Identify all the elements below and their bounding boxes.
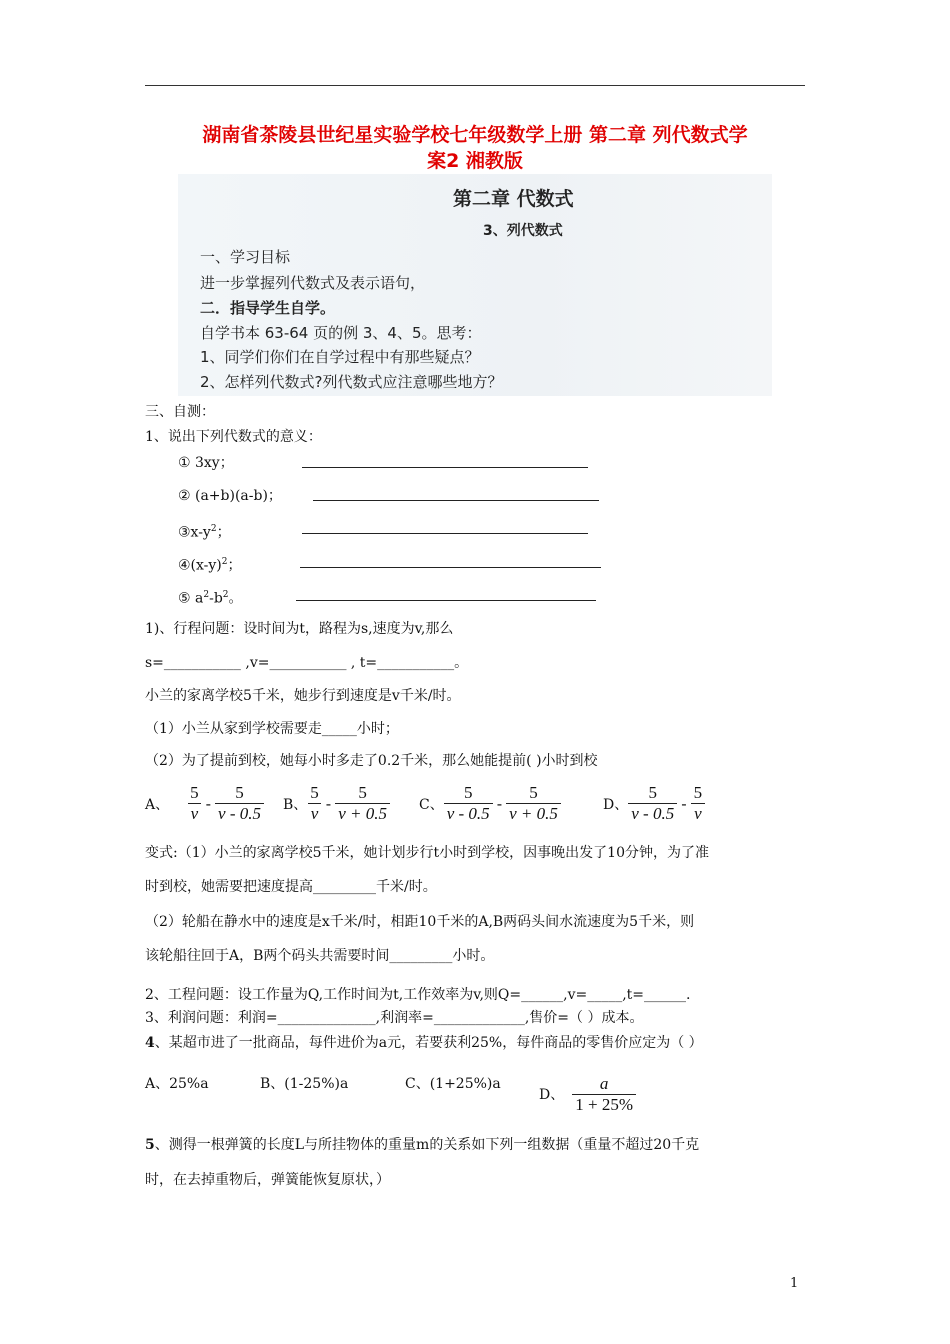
answer-blank <box>313 500 599 501</box>
q4-option-b: B、(1-25%)a <box>260 1076 349 1092</box>
page-number: 1 <box>790 1276 799 1291</box>
scan-section: 3、列代数式 <box>483 223 563 239</box>
variant-line3: （2）轮船在静水中的速度是x千米/时，相距10千米的A,B两码头间水流速度为5千米，则 <box>145 914 695 930</box>
travel-q2: （2）为了提前到校，她每小时多走了0.2千米，那么她能提前( )小时到校 <box>145 753 598 769</box>
scan-item: 自学书本 63-64 页的例 3、4、5。思考： <box>200 324 482 342</box>
travel-intro: 1)、行程问题：设时间为t，路程为s,速度为v,那么 <box>145 621 454 637</box>
q4-prompt: 4、某超市进了一批商品，每件进价为a元，若要获利25%，每件商品的零售价应定为（ ） <box>145 1035 703 1051</box>
answer-blank <box>300 567 601 568</box>
option-d: D、 $\frac{5}{v - 0.5}$ - $\frac{5}{v}$ <box>603 783 705 824</box>
option-b: B、 $\frac{5}{v}$ - $\frac{5}{v + 0.5}$ <box>283 783 390 824</box>
scan-item: 二．指导学生自学。 <box>200 299 336 317</box>
scanned-excerpt <box>178 174 772 396</box>
answer-blank <box>302 467 588 468</box>
work-problem: 2、工程问题：设工作量为Q,工作时间为t,工作效率为v,则Q=______,v=_____,t=______. <box>145 987 691 1003</box>
header-rule <box>145 85 805 86</box>
option-a: A、 $\frac{5}{v}$ - $\frac{5}{v - 0.5}$ <box>145 783 264 824</box>
scan-item: 进一步掌握列代数式及表示语句， <box>200 274 426 292</box>
scan-chapter: 第二章 代数式 <box>453 188 574 210</box>
travel-story: 小兰的家离学校5千米，她步行到速度是v千米/时。 <box>145 688 461 704</box>
option-c: C、 $\frac{5}{v - 0.5}$ - $\frac{5}{v + 0.5}$ <box>419 783 561 824</box>
scan-item: 1、同学们你们在自学过程中有那些疑点？ <box>200 348 480 366</box>
expr-3: $③x-y^2$； <box>178 524 231 541</box>
doc-title-line2: 案2 湘教版 <box>427 150 523 172</box>
variant-line2: 时到校，她需要把速度提高_________千米/时。 <box>145 879 437 895</box>
q4-option-c: C、(1+25%)a <box>405 1076 501 1092</box>
expr-1: ① 3xy； <box>178 455 234 471</box>
q4-option-a: A、25%a <box>145 1076 209 1092</box>
expr-2: ② (a+b)(a-b)； <box>178 488 282 504</box>
q4-option-d: D、 $\frac{a}{1 + 25\%}$ <box>539 1074 636 1115</box>
scan-item: 2、怎样列代数式?列代数式应注意哪些地方？ <box>200 373 503 391</box>
travel-q1: （1）小兰从家到学校需要走_____小时； <box>145 721 399 737</box>
q5-line1: 5、测得一根弹簧的长度L与所挂物体的重量m的关系如下列一组数据（重量不超过20千克 <box>145 1137 700 1153</box>
variant-line4: 该轮船往回于A，B两个码头共需要时间_________小时。 <box>145 948 495 964</box>
expr-5: ⑤ $a^2-b^2$。 <box>178 590 243 607</box>
expr-4: $④(x-y)^2$； <box>178 557 242 574</box>
variant-line1: 变式:（1）小兰的家离学校5千米，她计划步行t小时到学校，因事晚出发了10分钟，为了准 <box>145 845 709 861</box>
doc-title-line1: 湖南省茶陵县世纪星实验学校七年级数学上册 第二章 列代数式学 <box>202 124 748 146</box>
travel-formulas: s=___________ ,v=___________ , t=___________。 <box>145 655 469 671</box>
q5-line2: 时，在去掉重物后，弹簧能恢复原状，） <box>145 1172 390 1188</box>
self-test-heading: 三、自测： <box>145 404 215 420</box>
profit-problem: 3、利润问题：利润=______________,利润率=_____________,售价=（ ）成本。 <box>145 1010 644 1026</box>
q1-prompt: 1、说出下列代数式的意义： <box>145 429 322 445</box>
answer-blank <box>296 600 596 601</box>
scan-item: 一、学习目标 <box>200 248 291 266</box>
answer-blank <box>302 533 588 534</box>
